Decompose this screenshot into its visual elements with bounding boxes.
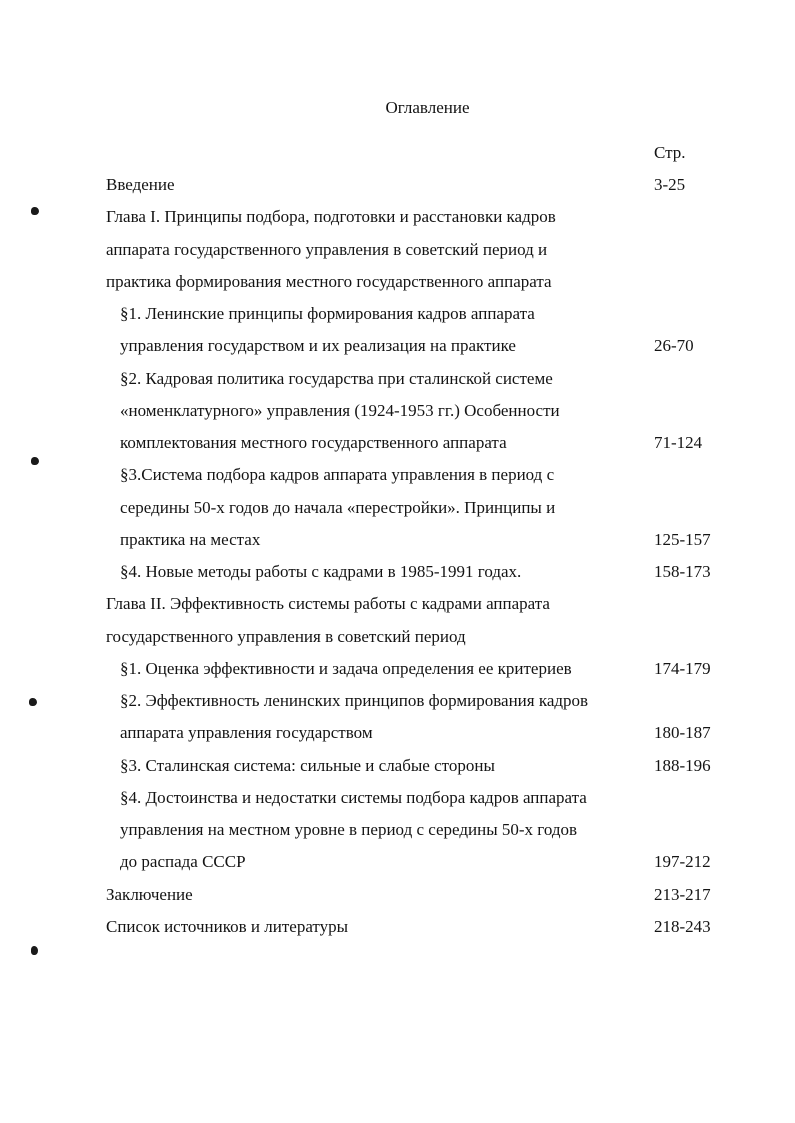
toc-entry-line: государственного управления в советский период bbox=[106, 626, 466, 646]
toc-page-range: 3-25 bbox=[654, 175, 686, 194]
toc-page-range: 125-157 bbox=[654, 529, 711, 549]
toc-entry-line: Глава II. Эффективность системы работы с кадрами аппарата bbox=[106, 594, 550, 614]
toc-entry-line: §3.Система подбора кадров аппарата управления в период с bbox=[120, 465, 555, 485]
page-column-header: Стр. bbox=[654, 143, 686, 162]
toc-entry-line: до распада СССР bbox=[120, 852, 246, 872]
toc-entry-line: Глава I. Принципы подбора, подготовки и расстановки кадров bbox=[106, 207, 556, 227]
toc-entry-line: практика на местах bbox=[120, 529, 261, 549]
toc-entry-line: аппарата управления государством bbox=[120, 723, 373, 743]
scan-mark bbox=[31, 946, 38, 955]
scan-mark bbox=[29, 698, 37, 706]
toc-entry-line: §2. Кадровая политика государства при сталинской системе bbox=[120, 368, 553, 388]
toc-entry-line: §4. Достоинства и недостатки системы подбора кадров аппарата bbox=[120, 787, 587, 807]
toc-entry-line: середины 50-х годов до начала «перестройки». Принципы и bbox=[120, 497, 556, 517]
toc-page-range: 213-217 bbox=[654, 884, 711, 904]
toc-entry-line: «номенклатурного» управления (1924-1953 гг.) Особенности bbox=[120, 400, 560, 420]
toc-page-range: 71-124 bbox=[654, 433, 703, 452]
toc-page-range: 158-173 bbox=[654, 562, 711, 581]
scan-mark bbox=[31, 207, 39, 215]
toc-title: Оглавление bbox=[385, 98, 470, 117]
toc-page-range: 218-243 bbox=[654, 916, 711, 936]
toc-entry-line: практика формирования местного государственного аппарата bbox=[106, 271, 552, 291]
toc-entry-line: аппарата государственного управления в советский период и bbox=[106, 239, 548, 259]
toc-entry-line: Введение bbox=[106, 175, 175, 194]
toc-page-range: 188-196 bbox=[654, 755, 711, 775]
toc-entry-line: §1. Оценка эффективности и задача определения ее критериев bbox=[120, 658, 572, 678]
toc-entry-line: управления государством и их реализация на практике bbox=[120, 336, 516, 356]
toc-page-range: 26-70 bbox=[654, 336, 694, 356]
toc-entry-line: комплектования местного государственного аппарата bbox=[120, 433, 507, 452]
toc-entry-line: §2. Эффективность ленинских принципов формирования кадров bbox=[120, 691, 589, 710]
toc-page-range: 174-179 bbox=[654, 658, 711, 678]
toc-entry-line: §3. Сталинская система: сильные и слабые стороны bbox=[120, 755, 495, 775]
scan-mark bbox=[31, 457, 39, 465]
toc-entry-line: §1. Ленинские принципы формирования кадров аппарата bbox=[120, 304, 535, 323]
toc-page-range: 197-212 bbox=[654, 852, 711, 872]
toc-entry-line: §4. Новые методы работы с кадрами в 1985-1991 годах. bbox=[120, 562, 522, 581]
toc-page-range: 180-187 bbox=[654, 723, 711, 743]
toc-entry-line: управления на местном уровне в период с середины 50-х годов bbox=[120, 820, 578, 839]
toc-entry-line: Список источников и литературы bbox=[106, 916, 349, 936]
toc-entry-line: Заключение bbox=[106, 884, 193, 904]
